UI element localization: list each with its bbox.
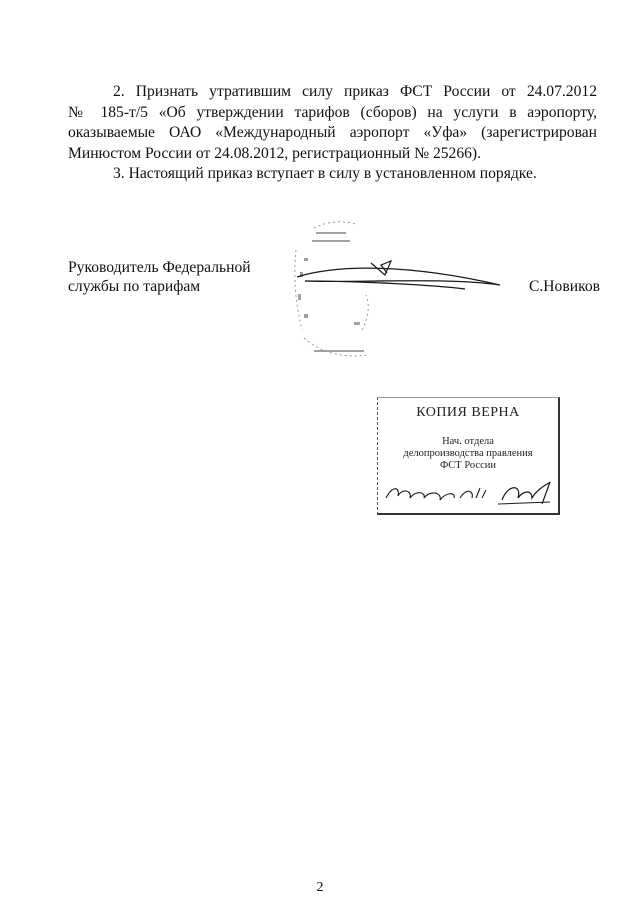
signer-title xyxy=(68,258,251,296)
paragraph-3: 3. Настоящий приказ вступает в силу в установленном порядке. xyxy=(113,165,537,182)
page-number: 2 xyxy=(316,880,324,895)
signer-title-line-1: Руководитель Федеральной xyxy=(68,259,251,276)
signer-name: С.Новиков xyxy=(529,278,601,295)
signer-title-line-2: службы по тарифам xyxy=(68,278,201,295)
stamp-heading: КОПИЯ ВЕРНА xyxy=(416,405,520,420)
stamp-lines xyxy=(382,436,554,472)
stamp-line-1: Нач. отдела xyxy=(442,436,494,447)
paragraph-2-line-3: оказываемые ОАО «Международный аэропорт «Уфа» (зарегистрирован xyxy=(68,124,597,141)
stamp-signature-icon xyxy=(382,478,554,508)
paragraph-2-line-2: № 185-т/5 «Об утверждении тарифов (сборов) на услуги в аэропорту, xyxy=(68,103,597,121)
paragraph-2-line-4: Минюстом России от 24.08.2012, регистрационный № 25266). xyxy=(68,144,482,162)
document-body xyxy=(68,82,597,185)
stamp-line-2: делопроизводства правления xyxy=(403,448,533,459)
paragraph-2-line-1: 2. Признать утратившим силу приказ ФСТ России от 24.07.2012 xyxy=(113,83,597,100)
stamp-line-3: ФСТ России xyxy=(440,460,496,471)
handwritten-signature-icon xyxy=(295,255,510,300)
copy-verified-stamp xyxy=(377,397,560,515)
